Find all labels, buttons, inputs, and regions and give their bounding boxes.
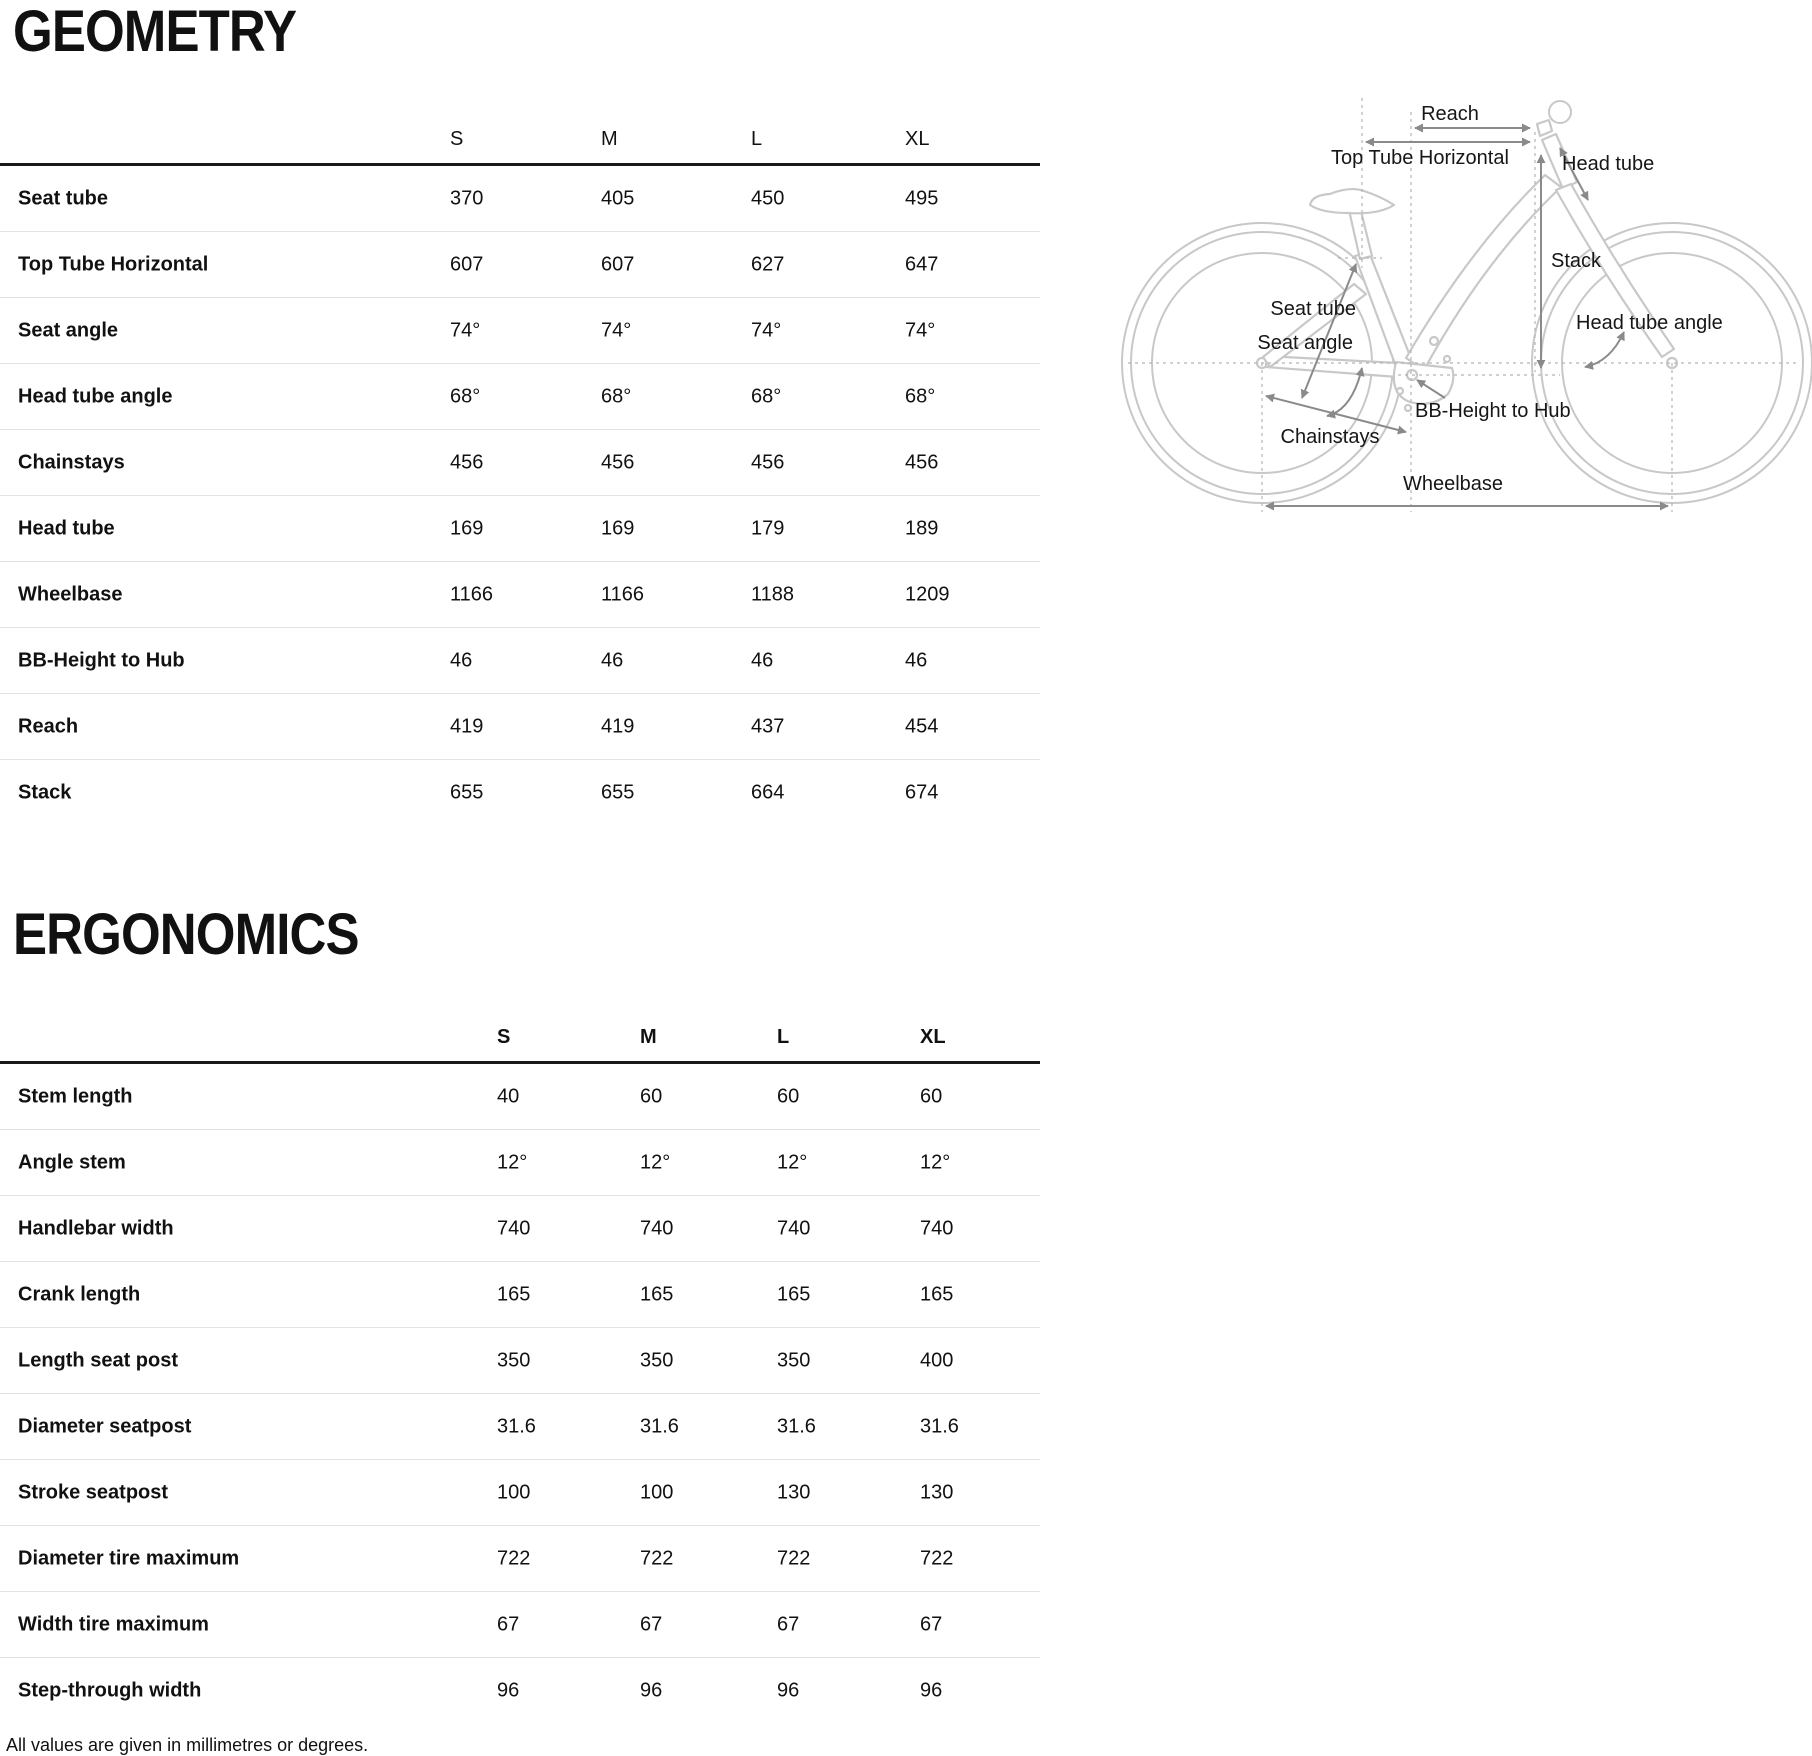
row-label: Diameter tire maximum bbox=[18, 1547, 240, 1569]
saddle bbox=[1310, 189, 1394, 213]
diagram-label-chainstays: Chainstays bbox=[1280, 426, 1380, 448]
table-row bbox=[0, 694, 1040, 760]
seatpost bbox=[1349, 207, 1372, 259]
geometry-header-row bbox=[0, 105, 1040, 166]
value-cell: 740 bbox=[640, 1217, 674, 1239]
value-cell: 350 bbox=[497, 1349, 531, 1371]
ergonomics-column-header: S bbox=[497, 1026, 511, 1048]
handlebar-grip bbox=[1549, 101, 1571, 123]
chainstay-tube bbox=[1266, 356, 1398, 377]
diagram-label-stack: Stack bbox=[1551, 250, 1602, 272]
value-cell: 60 bbox=[920, 1085, 943, 1107]
value-cell: 740 bbox=[497, 1217, 531, 1239]
value-cell: 74° bbox=[751, 319, 782, 341]
value-cell: 46 bbox=[450, 649, 473, 671]
value-cell: 189 bbox=[905, 517, 939, 539]
diagram-label-head-tube: Head tube bbox=[1562, 153, 1655, 175]
row-label: Crank length bbox=[18, 1283, 141, 1305]
table-row bbox=[0, 1592, 1040, 1658]
value-cell: 96 bbox=[920, 1679, 943, 1701]
diagram-label-head-tube-angle: Head tube angle bbox=[1576, 312, 1723, 334]
value-cell: 67 bbox=[920, 1613, 943, 1635]
value-cell: 1209 bbox=[905, 583, 950, 605]
table-row bbox=[0, 760, 1040, 825]
value-cell: 495 bbox=[905, 187, 939, 209]
value-cell: 96 bbox=[640, 1679, 663, 1701]
table-row bbox=[0, 1526, 1040, 1592]
value-cell: 74° bbox=[601, 319, 632, 341]
head-tube-angle-arc bbox=[1585, 332, 1624, 367]
row-label: Handlebar width bbox=[18, 1217, 174, 1239]
value-cell: 419 bbox=[601, 715, 635, 737]
value-cell: 456 bbox=[601, 451, 635, 473]
diagram-label-seat-tube: Seat tube bbox=[1270, 298, 1356, 320]
value-cell: 740 bbox=[920, 1217, 954, 1239]
row-label: Reach bbox=[18, 715, 79, 737]
value-cell: 68° bbox=[601, 385, 632, 407]
table-row bbox=[0, 562, 1040, 628]
row-label: Top Tube Horizontal bbox=[18, 253, 209, 275]
ergonomics-table bbox=[0, 1003, 1040, 1723]
row-label: Step-through width bbox=[18, 1679, 202, 1701]
row-label: Chainstays bbox=[18, 451, 125, 473]
row-label: Angle stem bbox=[18, 1151, 126, 1173]
geometry-column-header: M bbox=[601, 128, 618, 150]
value-cell: 68° bbox=[905, 385, 936, 407]
value-cell: 46 bbox=[905, 649, 928, 671]
value-cell: 169 bbox=[450, 517, 484, 539]
table-row bbox=[0, 364, 1040, 430]
row-label: Length seat post bbox=[18, 1349, 179, 1371]
value-cell: 31.6 bbox=[920, 1415, 959, 1437]
table-row bbox=[0, 1658, 1040, 1723]
value-cell: 68° bbox=[751, 385, 782, 407]
value-cell: 655 bbox=[450, 781, 484, 803]
value-cell: 96 bbox=[497, 1679, 520, 1701]
value-cell: 350 bbox=[640, 1349, 674, 1371]
units-footnote: All values are given in millimetres or degrees. bbox=[6, 1735, 369, 1755]
table-row bbox=[0, 1196, 1040, 1262]
value-cell: 67 bbox=[777, 1613, 800, 1635]
row-label: Head tube bbox=[18, 517, 115, 539]
row-label: Stack bbox=[18, 781, 72, 803]
row-label: BB-Height to Hub bbox=[18, 649, 185, 671]
value-cell: 130 bbox=[777, 1481, 811, 1503]
table-row bbox=[0, 1130, 1040, 1196]
value-cell: 67 bbox=[640, 1613, 663, 1635]
stem bbox=[1537, 120, 1552, 136]
value-cell: 12° bbox=[497, 1151, 528, 1173]
value-cell: 350 bbox=[777, 1349, 811, 1371]
table-row bbox=[0, 496, 1040, 562]
value-cell: 60 bbox=[640, 1085, 663, 1107]
value-cell: 46 bbox=[751, 649, 774, 671]
ergonomics-column-header: XL bbox=[920, 1026, 946, 1048]
table-row bbox=[0, 1460, 1040, 1526]
value-cell: 740 bbox=[777, 1217, 811, 1239]
value-cell: 437 bbox=[751, 715, 785, 737]
seat-tube bbox=[1355, 252, 1414, 372]
value-cell: 419 bbox=[450, 715, 484, 737]
value-cell: 456 bbox=[905, 451, 939, 473]
row-label: Seat angle bbox=[18, 319, 119, 341]
bike-geometry-diagram bbox=[1100, 85, 1812, 525]
value-cell: 722 bbox=[920, 1547, 954, 1569]
value-cell: 1188 bbox=[751, 583, 795, 605]
value-cell: 454 bbox=[905, 715, 939, 737]
value-cell: 405 bbox=[601, 187, 635, 209]
ergonomics-column-header: M bbox=[640, 1026, 657, 1048]
value-cell: 722 bbox=[640, 1547, 674, 1569]
value-cell: 647 bbox=[905, 253, 939, 275]
geometry-column-header: L bbox=[751, 128, 763, 150]
table-row bbox=[0, 1328, 1040, 1394]
ergonomics-header-row bbox=[0, 1003, 1040, 1064]
value-cell: 456 bbox=[450, 451, 484, 473]
seat-angle-arc bbox=[1327, 368, 1362, 416]
row-label: Width tire maximum bbox=[18, 1613, 209, 1635]
value-cell: 74° bbox=[905, 319, 936, 341]
value-cell: 165 bbox=[777, 1283, 811, 1305]
value-cell: 31.6 bbox=[497, 1415, 536, 1437]
value-cell: 12° bbox=[777, 1151, 808, 1173]
value-cell: 607 bbox=[601, 253, 635, 275]
table-row bbox=[0, 298, 1040, 364]
value-cell: 169 bbox=[601, 517, 635, 539]
value-cell: 627 bbox=[751, 253, 785, 275]
value-cell: 1166 bbox=[450, 583, 494, 605]
value-cell: 12° bbox=[640, 1151, 671, 1173]
value-cell: 165 bbox=[920, 1283, 954, 1305]
table-row bbox=[0, 1262, 1040, 1328]
row-label: Stroke seatpost bbox=[18, 1481, 169, 1503]
table-row bbox=[0, 1064, 1040, 1130]
value-cell: 67 bbox=[497, 1613, 520, 1635]
value-cell: 722 bbox=[777, 1547, 811, 1569]
value-cell: 60 bbox=[777, 1085, 800, 1107]
value-cell: 179 bbox=[751, 517, 785, 539]
value-cell: 12° bbox=[920, 1151, 951, 1173]
geometry-section-title: GEOMETRY bbox=[13, 0, 297, 64]
value-cell: 370 bbox=[450, 187, 484, 209]
value-cell: 31.6 bbox=[777, 1415, 816, 1437]
value-cell: 100 bbox=[640, 1481, 674, 1503]
value-cell: 40 bbox=[497, 1085, 520, 1107]
geometry-column-header: S bbox=[450, 128, 464, 150]
row-label: Seat tube bbox=[18, 187, 109, 209]
diagram-label-seat-angle: Seat angle bbox=[1257, 332, 1353, 354]
row-label: Wheelbase bbox=[18, 583, 123, 605]
value-cell: 68° bbox=[450, 385, 481, 407]
diagram-label-top-tube-horizontal: Top Tube Horizontal bbox=[1331, 147, 1509, 169]
value-cell: 130 bbox=[920, 1481, 954, 1503]
value-cell: 46 bbox=[601, 649, 624, 671]
value-cell: 607 bbox=[450, 253, 484, 275]
table-row bbox=[0, 430, 1040, 496]
diagram-label-bb-height-to-hub: BB-Height to Hub bbox=[1415, 400, 1571, 422]
diagram-labels bbox=[1257, 103, 1722, 495]
ergonomics-section-title: ERGONOMICS bbox=[13, 902, 359, 967]
value-cell: 655 bbox=[601, 781, 635, 803]
value-cell: 674 bbox=[905, 781, 939, 803]
row-label: Head tube angle bbox=[18, 385, 173, 407]
value-cell: 1166 bbox=[601, 583, 645, 605]
table-row bbox=[0, 628, 1040, 694]
table-row bbox=[0, 1394, 1040, 1460]
value-cell: 400 bbox=[920, 1349, 954, 1371]
value-cell: 74° bbox=[450, 319, 481, 341]
value-cell: 100 bbox=[497, 1481, 531, 1503]
value-cell: 165 bbox=[640, 1283, 674, 1305]
row-label: Stem length bbox=[18, 1085, 133, 1107]
table-row bbox=[0, 166, 1040, 232]
diagram-label-wheelbase: Wheelbase bbox=[1402, 473, 1504, 495]
row-label: Diameter seatpost bbox=[18, 1415, 192, 1437]
ergonomics-column-header: L bbox=[777, 1026, 790, 1048]
value-cell: 96 bbox=[777, 1679, 800, 1701]
table-row bbox=[0, 232, 1040, 298]
value-cell: 450 bbox=[751, 187, 785, 209]
value-cell: 456 bbox=[751, 451, 785, 473]
value-cell: 31.6 bbox=[640, 1415, 679, 1437]
seatstay-tube bbox=[1263, 284, 1366, 367]
value-cell: 165 bbox=[497, 1283, 531, 1305]
value-cell: 664 bbox=[751, 781, 785, 803]
diagram-label-reach: Reach bbox=[1421, 103, 1479, 125]
value-cell: 722 bbox=[497, 1547, 531, 1569]
geometry-table bbox=[0, 105, 1040, 825]
geometry-column-header: XL bbox=[905, 128, 930, 150]
